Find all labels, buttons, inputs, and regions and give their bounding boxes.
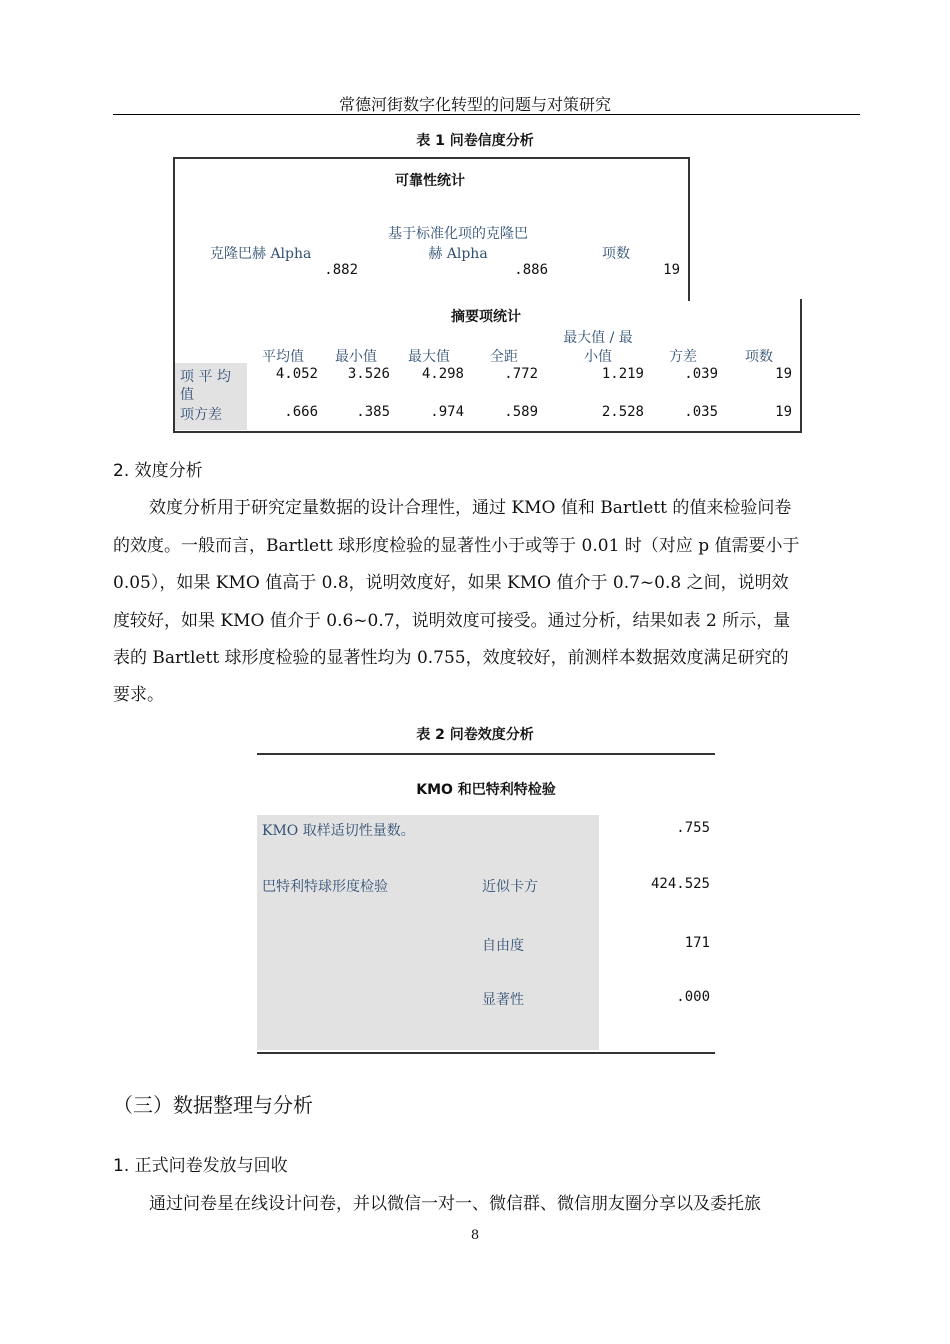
section-validity-line2: 的效度。一般而言，Bartlett 球形度检验的显著性小于或等于 0.01 时（对应 p 值需要小于 [113, 536, 800, 556]
summary-col-items: 项数 [745, 349, 773, 365]
summary-row1-label-line2: 值 [180, 387, 194, 403]
summary-row1-max: 4.298 [421, 366, 464, 382]
summary-row2-mean: .666 [284, 404, 318, 420]
reliability-col-std-alpha-line1: 基于标准化项的克隆巴 [388, 226, 528, 242]
kmo-label: KMO 取样适切性量数。 [262, 823, 415, 839]
summary-row2-ratio: 2.528 [601, 404, 644, 420]
summary-row1-label-line1: 项 平 均 [180, 369, 231, 385]
summary-col-ratio-line1: 最大值 / 最 [563, 330, 633, 346]
summary-col-range: 全距 [490, 349, 518, 365]
kmo-value: .755 [676, 820, 710, 836]
section-validity-line5: 表的 Bartlett 球形度检验的显著性均为 0.755，效度较好，前测样本数据效度满足研究的 [113, 648, 789, 668]
header-rule [113, 114, 860, 115]
section-data-paragraph: 通过问卷星在线设计问卷，并以微信一对一、微信群、微信朋友圈分享以及委托旅 [149, 1194, 761, 1214]
summary-row1-variance: .039 [684, 366, 718, 382]
section-validity-line1: 效度分析用于研究定量数据的设计合理性，通过 KMO 值和 Bartlett 的值来检验问卷 [149, 498, 792, 518]
kmo-table-label-area [257, 815, 599, 1050]
df-label: 自由度 [482, 938, 524, 954]
reliability-std-alpha-value: .886 [514, 262, 548, 278]
section-data-heading: （三）数据整理与分析 [113, 1093, 313, 1117]
section-validity-line3: 0.05），如果 KMO 值高于 0.8，说明效度好，如果 KMO 值介于 0.7~0.8 之间，说明效 [113, 573, 789, 593]
summary-col-min: 最小值 [335, 349, 377, 365]
significance-label: 显著性 [482, 992, 524, 1008]
reliability-alpha-value: .882 [324, 262, 358, 278]
significance-value: .000 [676, 989, 710, 1005]
summary-col-ratio-line2: 小值 [584, 349, 612, 365]
summary-col-variance: 方差 [669, 349, 697, 365]
summary-row1-range: .772 [504, 366, 538, 382]
summary-title: 摘要项统计 [451, 309, 521, 325]
summary-row1-mean: 4.052 [275, 366, 318, 382]
page-number: 8 [470, 1228, 480, 1243]
summary-row2-variance: .035 [684, 404, 718, 420]
section-data-subheading: 1. 正式问卷发放与回收 [113, 1156, 288, 1176]
reliability-col-std-alpha-line2: 赫 Alpha [428, 246, 488, 262]
kmo-table-title: KMO 和巴特利特检验 [416, 782, 556, 798]
bartlett-label: 巴特利特球形度检验 [262, 879, 388, 895]
summary-row2-max: .974 [430, 404, 464, 420]
summary-row2-min: .385 [356, 404, 390, 420]
df-value: 171 [684, 935, 710, 951]
section-validity-heading: 2. 效度分析 [113, 461, 203, 481]
summary-row1-items: 19 [775, 366, 792, 382]
reliability-col-alpha: 克隆巴赫 Alpha [210, 246, 312, 262]
table1-caption: 表 1 问卷信度分析 [416, 133, 534, 149]
reliability-items-value: 19 [663, 262, 680, 278]
summary-row1-min: 3.526 [347, 366, 390, 382]
summary-col-mean: 平均值 [262, 349, 304, 365]
summary-col-max: 最大值 [408, 349, 450, 365]
summary-row2-label: 项方差 [180, 407, 222, 423]
section-validity-line4: 度较好，如果 KMO 值介于 0.6~0.7，说明效度可接受。通过分析，结果如表 2 所示，量 [113, 611, 791, 631]
summary-row2-range: .589 [504, 404, 538, 420]
summary-row1-ratio: 1.219 [601, 366, 644, 382]
reliability-col-items: 项数 [602, 246, 630, 262]
page-header-title: 常德河街数字化转型的问题与对策研究 [338, 95, 611, 114]
summary-row2-items: 19 [775, 404, 792, 420]
table2-caption: 表 2 问卷效度分析 [416, 727, 534, 743]
section-validity-line6: 要求。 [113, 685, 164, 705]
chi-square-value: 424.525 [650, 876, 710, 892]
reliability-title: 可靠性统计 [395, 173, 465, 189]
chi-square-label: 近似卡方 [482, 879, 538, 895]
